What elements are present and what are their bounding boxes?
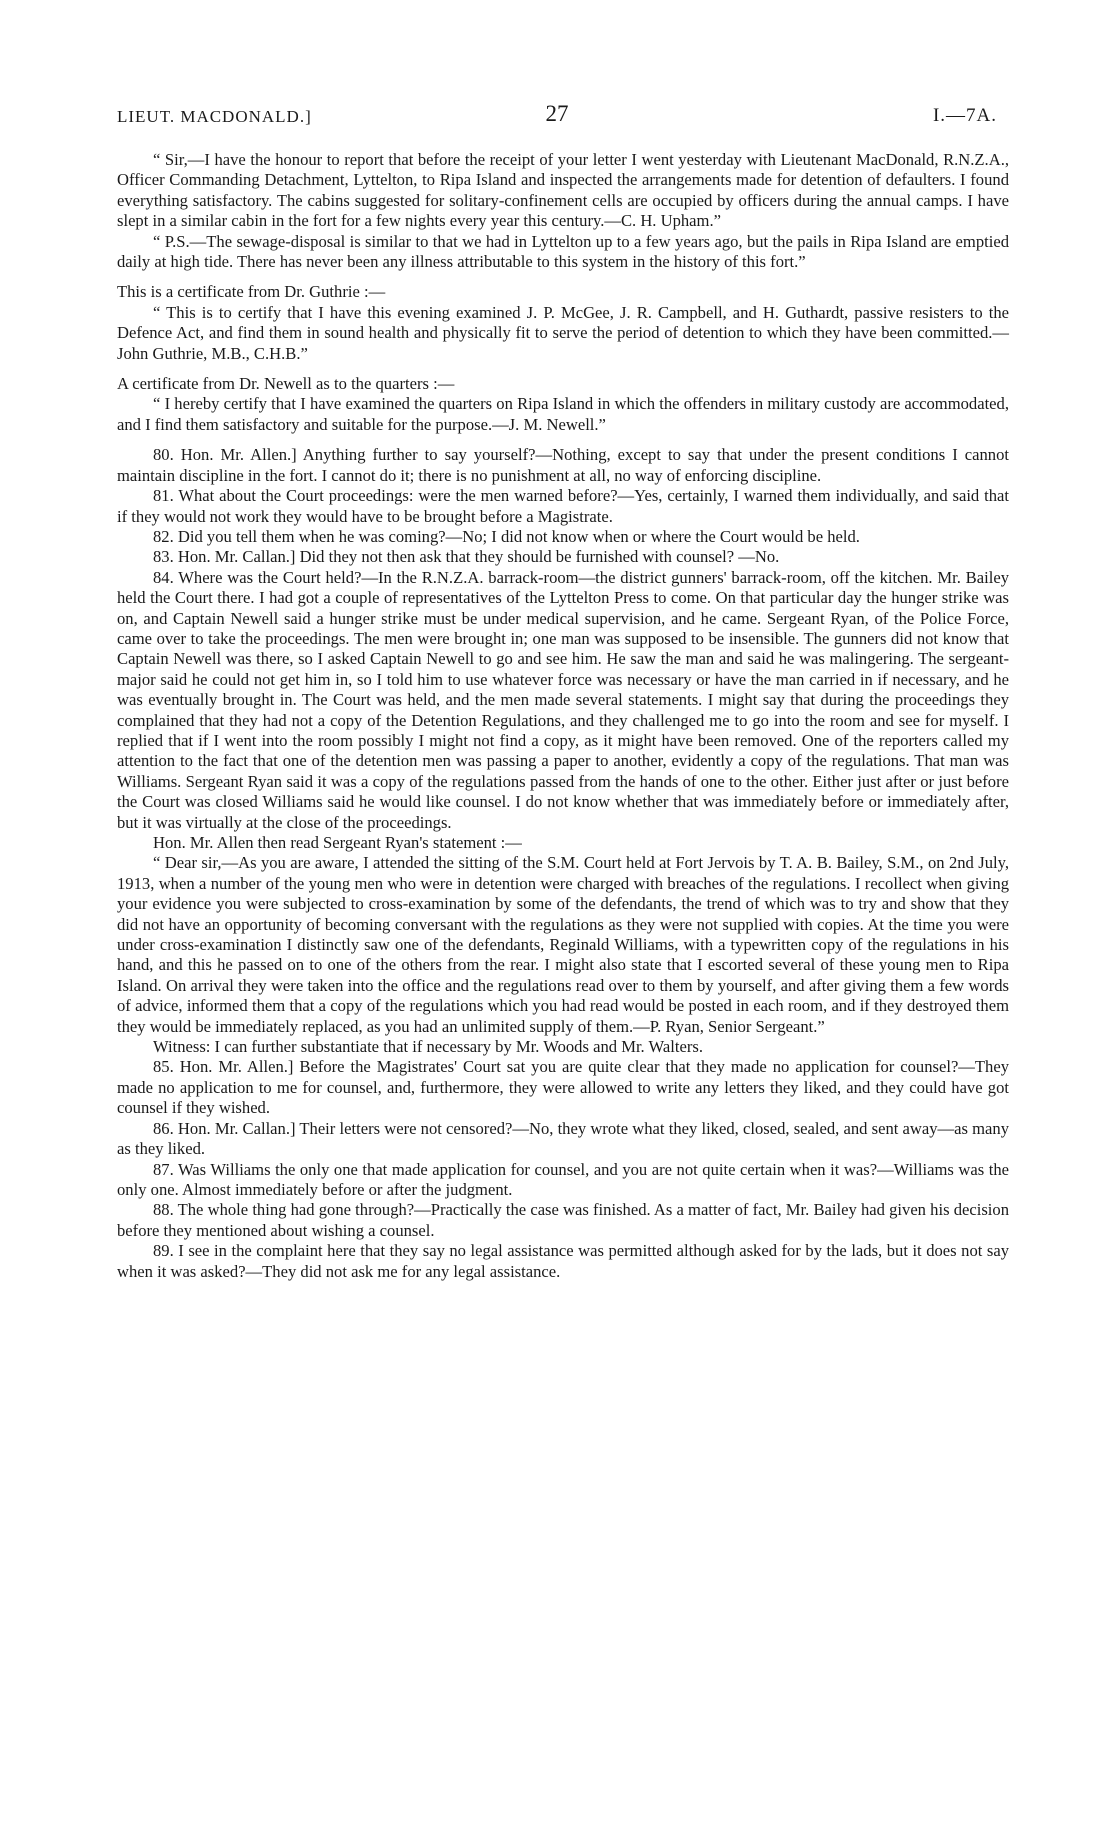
page-number: 27 (545, 101, 569, 126)
upham-postscript: “ P.S.—The sewage-disposal is similar to that we had in Lyttelton up to a few years ago, but the pails in Ripa Island are emptied daily at high tide. There has never been any illness attributable to this system in the history of this fort.” (117, 231, 1009, 272)
upham-letter: “ Sir,—I have the honour to report that before the receipt of your letter I went yesterday with Lieutenant MacDonald, R.N.Z.A., Officer Commanding Detachment, Lyttelton, to Ripa Island and inspected the arrangements made for detention of defaulters. I found everything satisfactory. The cabins suggested for solitary-confinement cells are occupied by officers during the annual camps. I have slept in a similar cabin in the fort for a few nights every year this century.—C. H. Upham.” (117, 150, 1009, 231)
guthrie-certificate: “ This is to certify that I have this evening examined J. P. McGee, J. R. Campbell, and H. Guthardt, passive resisters to the Defence Act, and find them in sound health and physically fit to serve the period of detention to which they have been committed.—John Guthrie, M.B., C.H.B.” (117, 302, 1009, 363)
question-85: 85. Hon. Mr. Allen.] Before the Magistrates' Court sat you are quite clear that they made no application for counsel?—They made no application to me for counsel, and, furthermore, they were allowed to write any letters they liked, and they could have got counsel if they wished. (117, 1057, 1009, 1118)
witness-remark: Witness: I can further substantiate that if necessary by Mr. Woods and Mr. Walters. (153, 1037, 703, 1057)
ryan-statement-intro: Hon. Mr. Allen then read Sergeant Ryan's statement :— (153, 833, 522, 852)
question-82: 82. Did you tell them when he was coming?—No; I did not know when or where the Court would be held. (153, 526, 860, 546)
question-80: 80. Hon. Mr. Allen.] Anything further to say yourself?—Nothing, except to say that under the present conditions I cannot maintain discipline in the fort. I cannot do it; there is no punishment at all, no way of enforcing discipline. (117, 445, 1009, 485)
question-88: 88. The whole thing had gone through?—Practically the case was finished. As a matter of fact, Mr. Bailey had given his decision before they mentioned about wishing a counsel. (117, 1200, 1009, 1240)
page-header (117, 101, 997, 131)
document-reference: I.—7A. (932, 105, 997, 126)
newell-intro: A certificate from Dr. Newell as to the quarters :— (117, 374, 455, 394)
question-83: 83. Hon. Mr. Callan.] Did they not then ask that they should be furnished with counsel? —No. (153, 547, 780, 567)
question-84: 84. Where was the Court held?—In the R.N.Z.A. barrack-room—the district gunners' barrack-room, off the kitchen. Mr. Bailey held the Court there. I had got a couple of representatives of the Lyttelton Press to come. On that particular day the hunger strike was on, and Captain Newell said a hunger strike must be under medical supervision, and he came. Sergeant Ryan, of the Police Force, came over to take the proceedings. The men were brought in; one man was supposed to be insensible. The gunners did not know that Captain Newell was there, so I asked Captain Newell to go and see him. He saw the man and said he was malingering. The sergeant-major said he could not get him in, so I told him to use whatever force was necessary or have the man carried in if necessary, and he was eventually brought in. The Court was held, and the men made several statements. I might say that during the proceedings they complained that they had not a copy of the Detention Regulations, and they challenged me to go into the room and see for myself. I replied that if I went into the room possibly I might not find a copy, as it might have been removed. One of the reporters called my attention to the fact that one of the detention men was passing a paper to another, evidently a copy of the regulations. That man was Williams. Sergeant Ryan said it was a copy of the regulations passed from the hands of one to the other. Either just after or just before the Court was closed Williams said he would like counsel. I do not know whether that was immediately before or immediately after, but it was virtually at the close of the proceedings. (117, 567, 1009, 832)
question-86: 86. Hon. Mr. Callan.] Their letters were not censored?—No, they wrote what they liked, closed, sealed, and sent away—as many as they liked. (117, 1118, 1009, 1159)
running-head-left: LIEUT. MACDONALD.] (117, 107, 312, 126)
page-body (117, 150, 1009, 1282)
question-87: 87. Was Williams the only one that made application for counsel, and you are not quite certain when it was?—Williams was the only one. Almost immediately before or after the judgment. (117, 1159, 1009, 1199)
question-89: 89. I see in the complaint here that they say no legal assistance was permitted although asked for by the lads, but it does not say when it was asked?—They did not ask me for any legal assistance. (117, 1241, 1009, 1281)
ryan-statement: “ Dear sir,—As you are aware, I attended the sitting of the S.M. Court held at Fort Jervois by T. A. B. Bailey, S.M., on 2nd July, 1913, when a number of the young men who were in detention were charged with breaches of the regulations. I recollect when giving your evidence you were subjected to cross-examination by some of the defendants, the trend of which was to try and show that they did not have an opportunity of becoming conversant with the regulations as they were not supplied with copies. At the time you were under cross-examination I distinctly saw one of the defendants, Reginald Williams, with a typewritten copy of the regulations in his hand, and this he passed on to one of the others from the rear. I might also state that I escorted several of these young men to Ripa Island. On arrival they were taken into the office and the regulations read over to them by yourself, and after giving them a few words of advice, informed them that a copy of the regulations which you had read would be posted in each room, and if they destroyed them they would be immediately replaced, as you had an unlimited supply of them.—P. Ryan, Senior Sergeant.” (117, 853, 1009, 1036)
newell-certificate: “ I hereby certify that I have examined the quarters on Ripa Island in which the offenders in military custody are accommodated, and I find them satisfactory and suitable for the purpose.—J. M. Newell.” (117, 394, 1009, 434)
guthrie-intro: This is a certificate from Dr. Guthrie :— (117, 282, 386, 302)
question-81: 81. What about the Court proceedings: were the men warned before?—Yes, certainly, I warned them individually, and said that if they would not work they would have to be brought before a Magistrate. (117, 486, 1009, 526)
